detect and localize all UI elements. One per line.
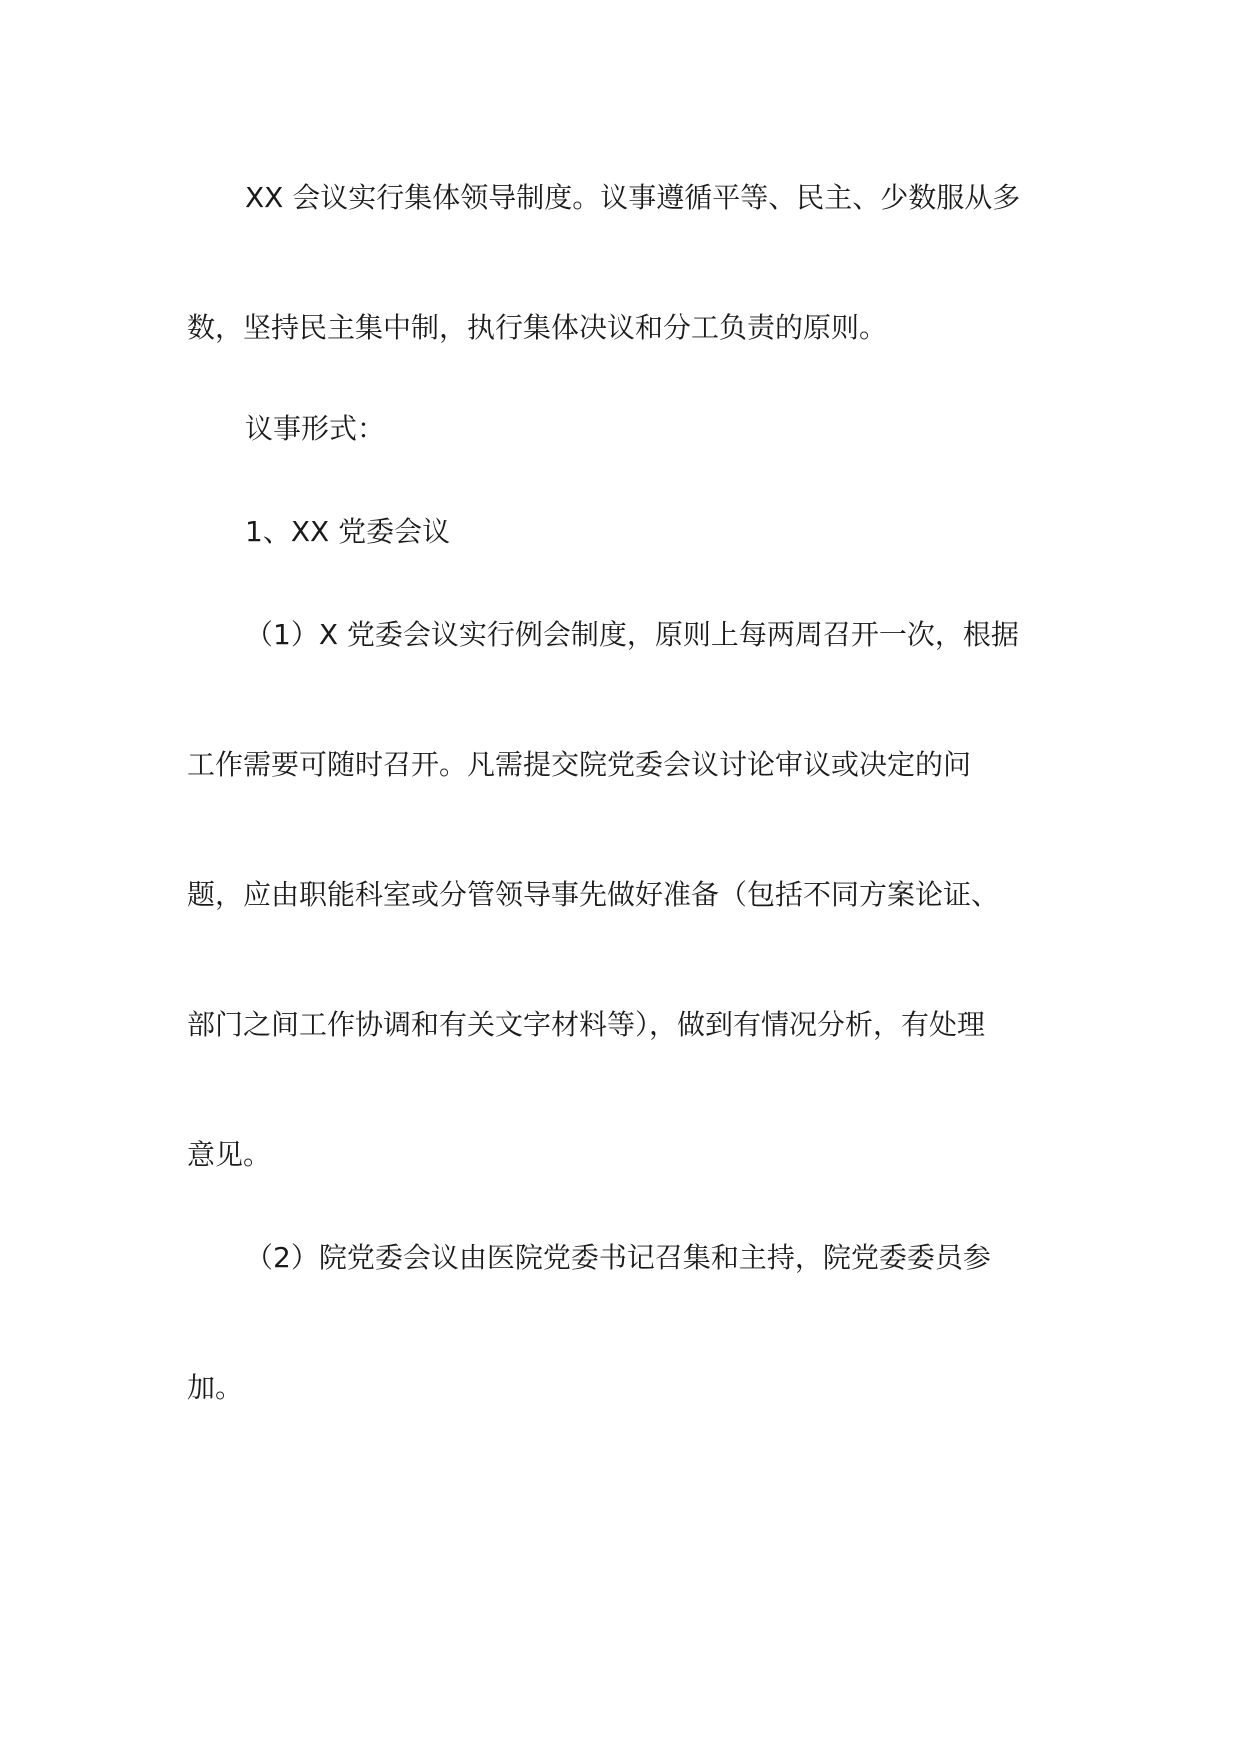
paragraph-line: 意见。 [187,1138,272,1171]
paragraph-line: XX 会议实行集体领导制度。议事遵循平等、民主、少数服从多 [245,181,1021,214]
paragraph-line: （2）院党委会议由医院党委书记召集和主持，院党委委员参 [245,1241,991,1274]
paragraph-line: 数，坚持民主集中制，执行集体决议和分工负责的原则。 [187,311,888,344]
paragraph-line: （1）X 党委会议实行例会制度，原则上每两周召开一次，根据 [245,618,1019,651]
paragraph-line: 加。 [187,1371,244,1404]
paragraph-line: 工作需要可随时召开。凡需提交院党委会议讨论审议或决定的问 [187,748,972,781]
paragraph-line: 部门之间工作协调和有关文字材料等），做到有情况分析，有处理 [187,1008,986,1041]
section-heading: 议事形式： [245,412,386,445]
subsection-heading: 1、XX 党委会议 [245,515,451,548]
paragraph-line: 题，应由职能科室或分管领导事先做好准备（包括不同方案论证、 [187,878,1000,911]
